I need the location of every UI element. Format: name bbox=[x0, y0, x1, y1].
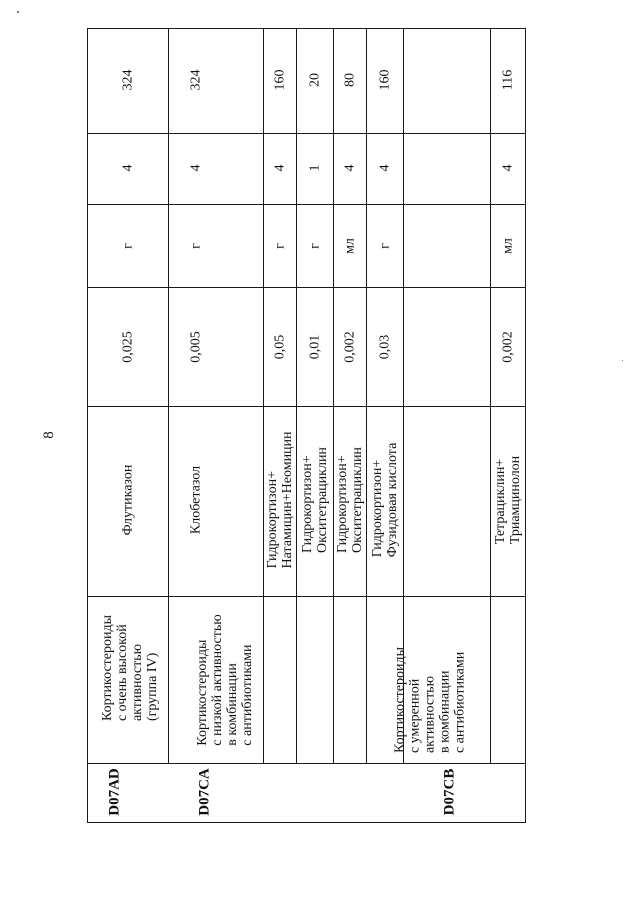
group-label: Кортикостероиды с очень высокой активностью (группа IV) bbox=[100, 614, 160, 722]
table-line bbox=[87, 406, 525, 407]
concentration: 0,005 bbox=[188, 331, 204, 363]
table-line bbox=[490, 596, 491, 763]
table-line bbox=[168, 28, 169, 596]
atc-code: D07CB bbox=[441, 768, 458, 816]
concentration: 0,05 bbox=[272, 334, 288, 360]
table-line bbox=[366, 28, 367, 596]
atc-code: D07CA bbox=[196, 768, 213, 816]
table-line bbox=[333, 596, 334, 763]
unit: г bbox=[377, 243, 393, 249]
table-line bbox=[87, 763, 525, 764]
total: 160 bbox=[272, 69, 288, 91]
unit: мл bbox=[342, 238, 358, 254]
page-number: 8 bbox=[41, 431, 57, 439]
total: 20 bbox=[307, 73, 323, 87]
table-line bbox=[87, 204, 525, 205]
drug-name: Гидрокортизон+ Окситетрациклин bbox=[300, 447, 330, 553]
concentration: 0,01 bbox=[307, 334, 323, 360]
drug-name: Тетрациклин+ Триамцинолон bbox=[493, 455, 523, 545]
table-line bbox=[87, 133, 525, 134]
quantity: 1 bbox=[307, 164, 323, 172]
group-label: Кортикостероиды с низкой активностью в комбинации с антибиотиками bbox=[195, 614, 255, 746]
drug-name: Гидрокортизон+ Натамицин+Неомицин bbox=[265, 431, 295, 569]
unit: г bbox=[120, 243, 136, 249]
table-line bbox=[265, 28, 296, 29]
drug-name: Клобетазол bbox=[188, 465, 204, 535]
table-line bbox=[366, 596, 367, 763]
table-line bbox=[87, 287, 525, 288]
quantity: 4 bbox=[188, 164, 204, 172]
table-line bbox=[403, 28, 404, 596]
table-line bbox=[87, 822, 525, 823]
table-line bbox=[490, 28, 491, 596]
table-line bbox=[89, 28, 168, 29]
quantity: 4 bbox=[272, 164, 288, 172]
table-line bbox=[87, 596, 88, 822]
quantity: 4 bbox=[500, 164, 516, 172]
total: 80 bbox=[342, 73, 358, 87]
quantity: 4 bbox=[342, 164, 358, 172]
table-line bbox=[87, 596, 525, 597]
table-line bbox=[263, 596, 264, 763]
atc-code: D07AD bbox=[106, 768, 123, 816]
concentration: 0,025 bbox=[120, 331, 136, 363]
drug-name: Гидрокортизон+ Фузидовая кислота bbox=[370, 442, 400, 558]
unit: г bbox=[307, 243, 323, 249]
total: 324 bbox=[120, 69, 136, 91]
drug-name: Флутиказон bbox=[120, 464, 136, 536]
quantity: 4 bbox=[120, 164, 136, 172]
table-line bbox=[170, 28, 263, 29]
group-label: Кортикостероиды с умеренной активностью в комбинации с антибиотиками bbox=[392, 646, 468, 754]
table-line bbox=[263, 28, 264, 596]
table-line bbox=[296, 28, 297, 596]
concentration: 0,002 bbox=[500, 331, 516, 363]
table-line bbox=[168, 596, 169, 763]
quantity: 4 bbox=[377, 164, 393, 172]
unit: г bbox=[272, 243, 288, 249]
drug-name: Гидрокортизон+ Окситетрациклин bbox=[335, 447, 365, 553]
total: 160 bbox=[377, 69, 393, 91]
unit: г bbox=[188, 243, 204, 249]
concentration: 0,03 bbox=[377, 334, 393, 360]
total: 324 bbox=[188, 69, 204, 91]
table-line bbox=[296, 596, 297, 763]
table-line bbox=[333, 28, 334, 596]
concentration: 0,002 bbox=[342, 331, 358, 363]
total: 116 bbox=[500, 69, 516, 91]
unit: мл bbox=[500, 238, 516, 254]
table-line bbox=[525, 596, 526, 822]
